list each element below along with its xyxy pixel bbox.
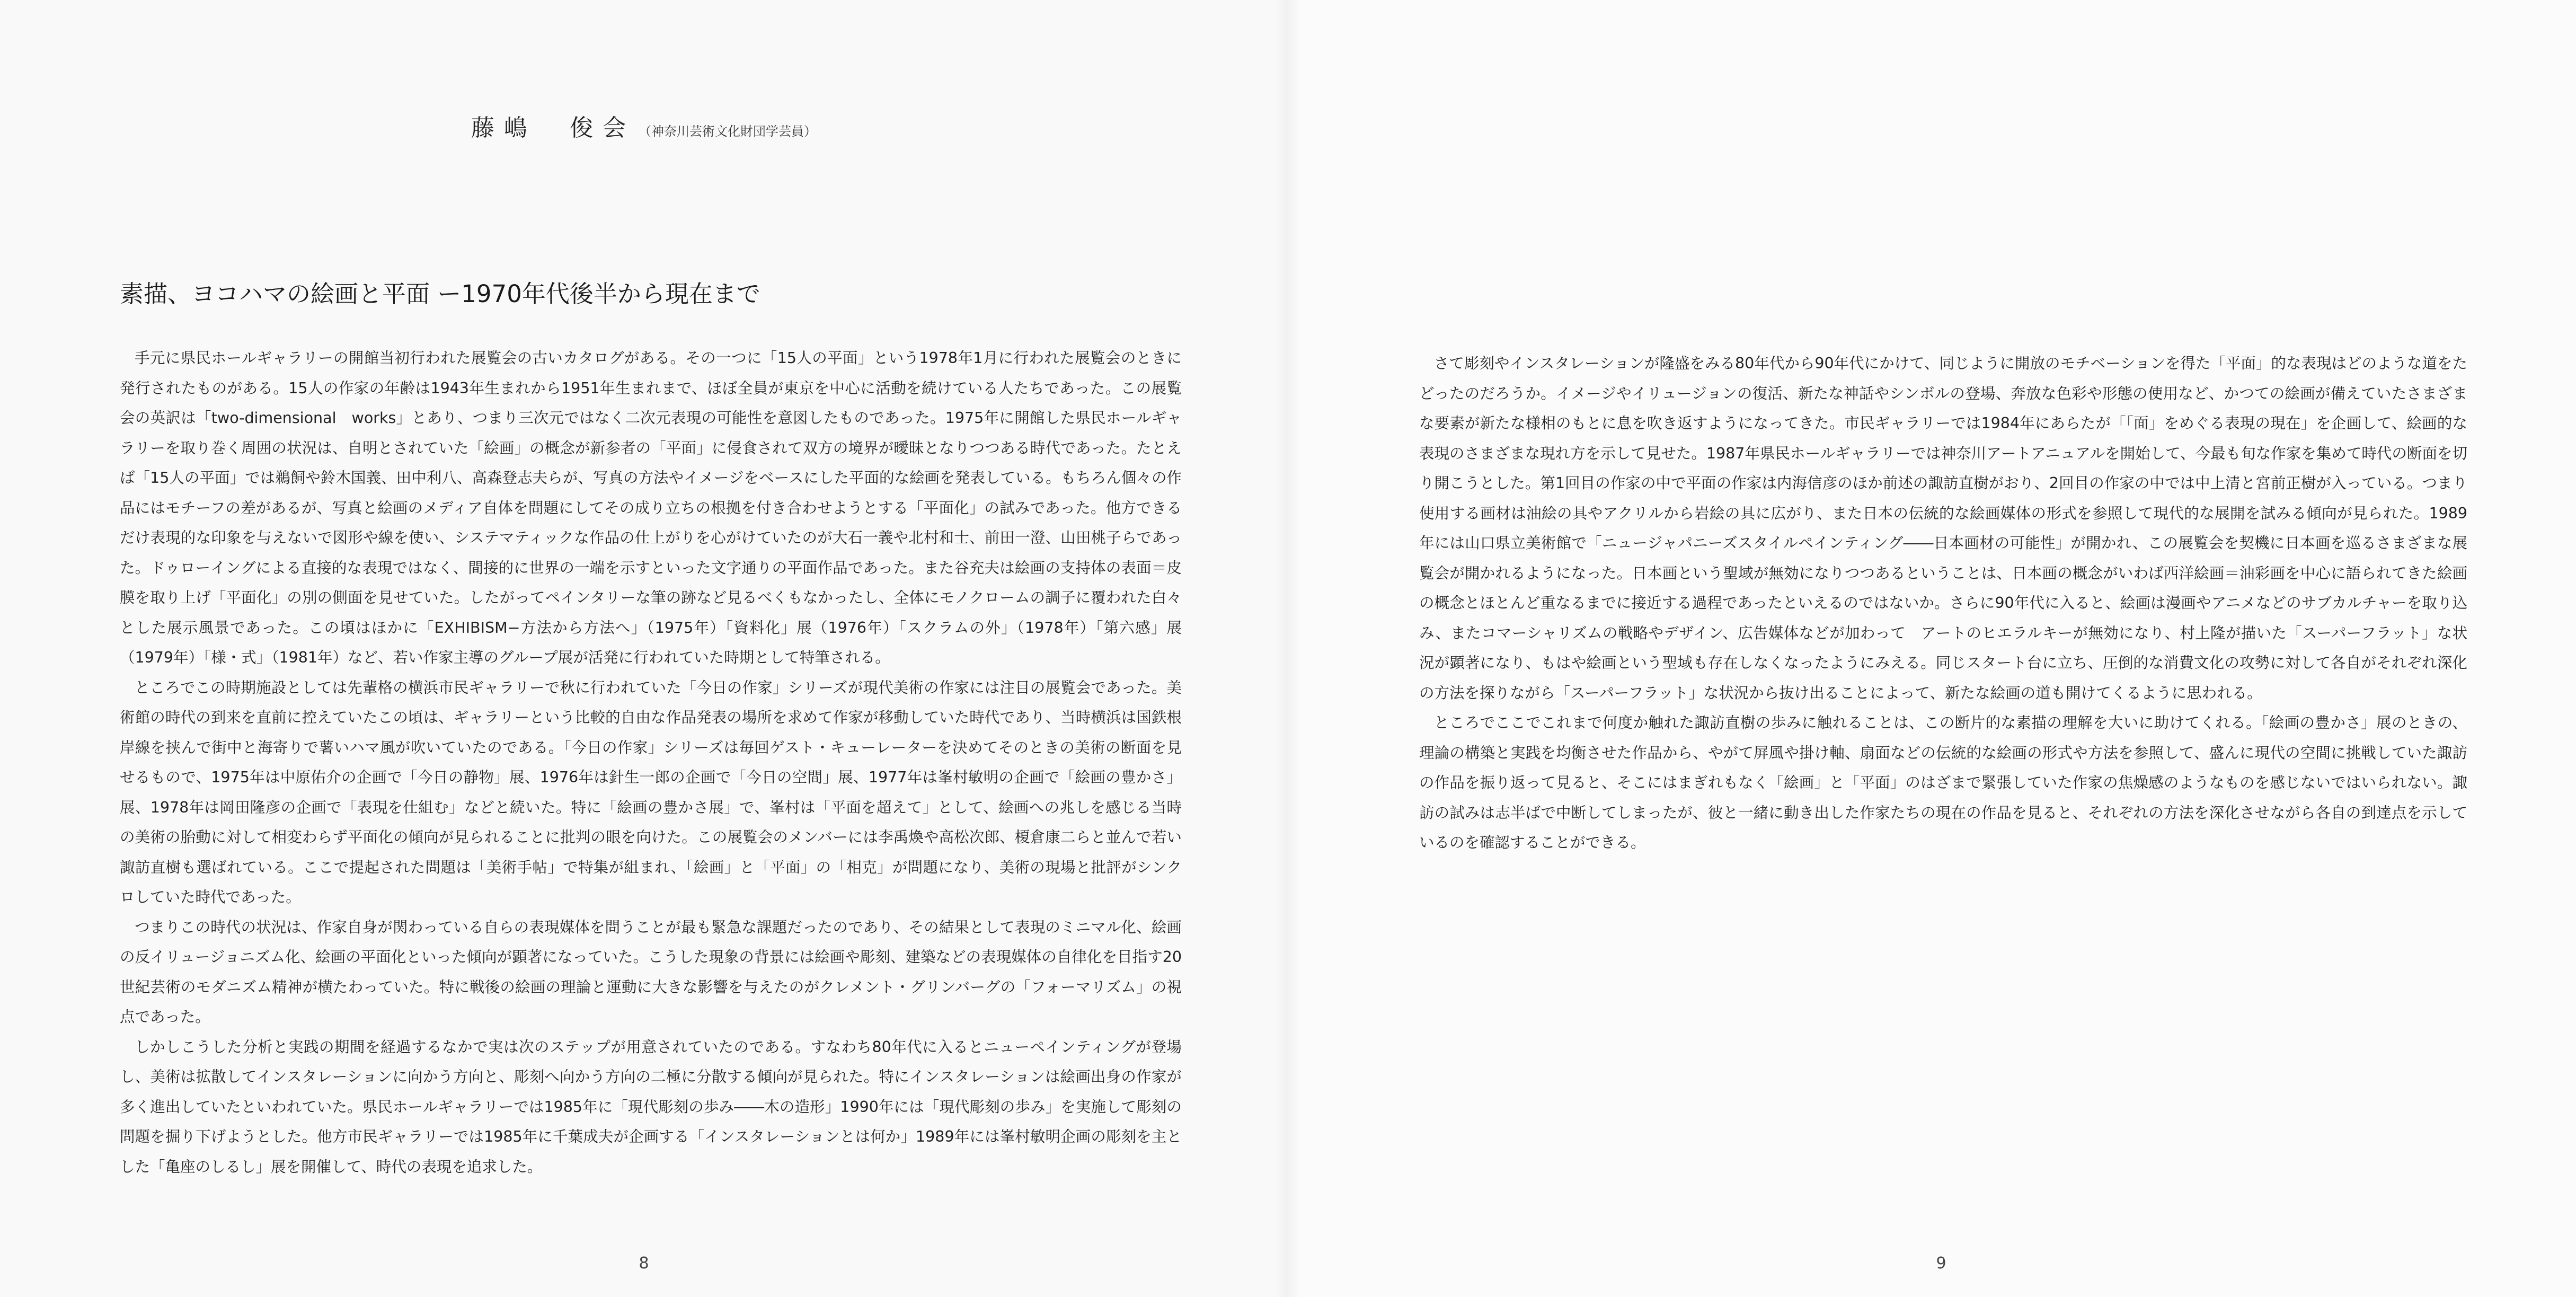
- left-body-text: [120, 343, 1182, 1182]
- author-affiliation: （神奈川芸術文化財団学芸員）: [639, 124, 817, 139]
- page-number-left: 8: [639, 1254, 649, 1273]
- author-name: 藤嶋 俊会: [471, 114, 635, 142]
- essay-title: 素描、ヨコハマの絵画と平面 ー1970年代後半から現在まで: [120, 280, 760, 308]
- paragraph: ところでこの時期施設としては先輩格の横浜市民ギャラリーで秋に行われていた「今日の作家」シリーズが現代美術の作家には注目の展覧会であった。美術館の時代の到来を直前に控えていたこの頃は、ギャラリーという比較的自由な作品発表の場所を求めて作家が移動していた時代であり、当時横浜は国鉄根岸線を挟んで街中と海寄りで薯いハマ風が吹いていたのである。「今日の作家」シリーズは毎回ゲスト・キューレーターを決めてそのときの美術の断面を見せるもので、1975年は中原佑介の企画で「今日の静物」展、1976年は針生一郎の企画で「今日の空間」展、1977年は峯村敏明の企画で「絵画の豊かさ」展、1978年は岡田隆彦の企画で「表現を仕組む」などと続いた。特に「絵画の豊かさ展」で、峯村は「平面を超えて」として、絵画への兆しを感じる当時の美術の胎動に対して相変わらず平面化の傾向が見られることに批判の眼を向けた。この展覧会のメンバーには李禹煥や高松次郎、榎倉康二らと並んで若い諏訪直樹も選ばれている。ここで提起された問題は「美術手帖」で特集が組まれ、「絵画」と「平面」の「相克」が問題になり、美術の現場と批評がシンクロしていた時代であった。: [120, 678, 1182, 906]
- paragraph: つまりこの時代の状況は、作家自身が関わっている自らの表現媒体を問うことが最も緊急な課題だったのであり、その結果として表現のミニマル化、絵画の反イリュージョニズム化、絵画の平面化といった傾向が顕著になっていた。こうした現象の背景には絵画や彫刻、建築などの表現媒体の自律化を目指す20世紀芸術のモダニズム精神が横たわっていた。特に戦後の絵画の理論と運動に大きな影響を与えたのがクレメント・グリンバーグの「フォーマリズム」の視点であった。: [120, 918, 1182, 1026]
- author-line: [0, 109, 1288, 143]
- right-page: [1288, 0, 2576, 1297]
- book-gutter: [1274, 0, 1301, 1297]
- right-body-text: [1419, 349, 2467, 858]
- page-number-right: 9: [1936, 1254, 1946, 1273]
- paragraph: 手元に県民ホールギャラリーの開館当初行われた展覧会の古いカタログがある。その一つに「15人の平面」という1978年1月に行われた展覧会のときに発行されたものがある。15人の作家の年齢は1943年生まれから1951年生まれまで、ほぼ全員が東京を中心に活動を続けている人たちであった。この展覧会の英訳は「two-dimensional works」とあり、つまり三次元ではなく二次元表現の可能性を意図したものであった。1975年に開館した県民ホールギャラリーを取り巻く周囲の状況は、自明とされていた「絵画」の概念が新参者の「平面」に侵食されて双方の境界が曖昧となりつつある時代であった。たとえば「15人の平面」では鵜飼や鈴木国義、田中利八、高森登志夫らが、写真の方法やイメージをベースにした平面的な絵画を発表している。もちろん個々の作品にはモチーフの差があるが、写真と絵画のメディア自体を問題にしてその成り立ちの根拠を付き合わせようとする「平面化」の試みであった。他方できるだけ表現的な印象を与えないで図形や線を使い、システマティックな作品の仕上がりを心がけていたのが大石一義や北村和士、前田一澄、山田桃子らであった。ドゥローイングによる直接的な表現ではなく、間接的に世界の一端を示すといった文字通りの平面作品であった。また谷充夫は絵画の支持体の表面＝皮膜を取り上げ「平面化」の別の側面を見せていた。したがってペインタリーな筆の跡など見るべくもなかったし、全体にモノクロームの調子に覆われた白々とした展示風景であった。この頃はほかに「EXHIBISM−方法から方法へ」（1975年）「資料化」展（1976年）「スクラムの外」（1978年）「第六感」展（1979年）「様・式」（1981年）など、若い作家主導のグループ展が活発に行われていた時期として特筆される。: [120, 349, 1182, 666]
- paragraph: ところでここでこれまで何度か触れた諏訪直樹の歩みに触れることは、この断片的な素描の理解を大いに助けてくれる。「絵画の豊かさ」展のときの、理論の構築と実践を均衡させた作品から、やがて屏風や掛け軸、扇面などの伝統的な絵画の形式や方法を参照して、盛んに現代の空間に挑戦していた諏訪の作品を振り返って見ると、そこにはまぎれもなく「絵画」と「平面」のはざまで緊張していた作家の焦燥感のようなものを感じないではいられない。諏訪の試みは志半ばで中断してしまったが、彼と一緒に動き出した作家たちの現在の作品を見ると、それぞれの方法を深化させながら各自の到達点を示しているのを確認することができる。: [1419, 714, 2467, 851]
- paragraph: さて彫刻やインスタレーションが隆盛をみる80年代から90年代にかけて、同じように開放のモチベーションを得た「平面」的な表現はどのような道をたどったのだろうか。イメージやイリュージョンの復活、新たな神話やシンボルの登場、奔放な色彩や形態の使用など、かつての絵画が備えていたさまざまな要素が新たな様相のもとに息を吹き返すようになってきた。市民ギャラリーでは1984年にあらたが「「面」をめぐる表現の現在」を企画して、絵画的な表現のさまざまな現れ方を示して見せた。1987年県民ホールギャラリーでは神奈川アートアニュアルを開始して、今最も旬な作家を集めて時代の断面を切り開こうとした。第1回目の作家の中で平面の作家は内海信彦のほか前述の諏訪直樹がおり、2回目の作家の中では中上清と宮前正樹が入っている。つまり使用する画材は油絵の具やアクリルから岩絵の具に広がり、また日本の伝統的な絵画媒体の形式を参照して現代的な展開を試みる傾向が見られた。1989年には山口県立美術館で「ニュージャパニーズスタイルペインティング――日本画材の可能性」が開かれ、この展覧会を契機に日本画を巡るさまざまな展覧会が開かれるようになった。日本画という聖域が無効になりつつあるということは、日本画の概念がいわば西洋絵画＝油彩画を中心に語られてきた絵画の概念とほとんど重なるまでに接近する過程であったといえるのではないか。さらに90年代に入ると、絵画は漫画やアニメなどのサブカルチャーを取り込み、またコマーシャリズムの戦略やデザイン、広告媒体などが加わって アートのヒエラルキーが無効になり、村上隆が描いた「スーパーフラット」な状況が顕著になり、もはや絵画という聖域も存在しなくなったようにみえる。同じスタート台に立ち、圧倒的な消費文化の攻勢に対して各自がそれぞれ深化の方法を探りながら「スーパーフラット」な状況から抜け出ることによって、新たな絵画の道も開けてくるように思われる。: [1419, 355, 2467, 702]
- paragraph: しかしこうした分析と実践の期間を経過するなかで実は次のステップが用意されていたのである。すなわち80年代に入るとニューペインティングが登場し、美術は拡散してインスタレーションに向かう方向と、彫刻へ向かう方向の二極に分散する傾向が見られた。特にインスタレーションは絵画出身の作家が多く進出していたといわれていた。県民ホールギャラリーでは1985年に「現代彫刻の歩み――木の造形」1990年には「現代彫刻の歩み」を実施して彫刻の問題を掘り下げようとした。他方市民ギャラリーでは1985年に千葉成夫が企画する「インスタレーションとは何か」1989年には峯村敏明企画の彫刻を主とした「亀座のしるし」展を開催して、時代の表現を追求した。: [120, 1038, 1182, 1176]
